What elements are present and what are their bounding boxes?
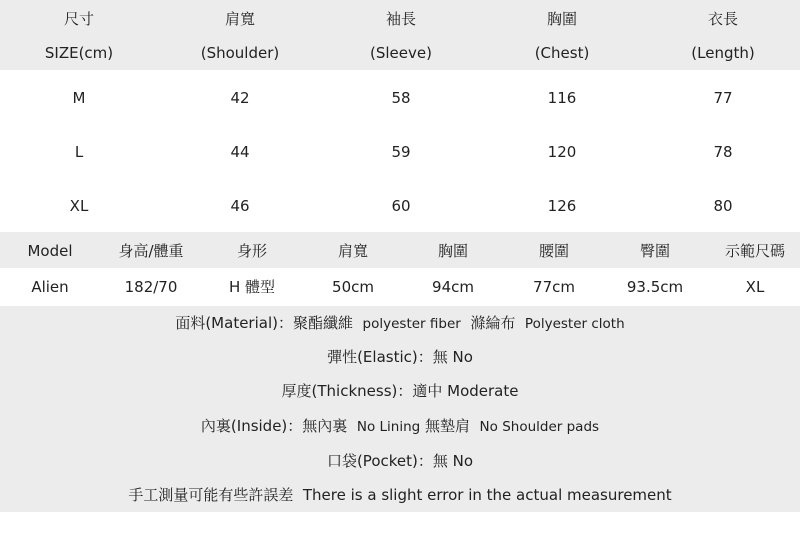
chest-cell: 126	[547, 197, 577, 215]
demo-size-value: XL	[745, 278, 765, 296]
inside-zh2: 無墊肩	[424, 417, 470, 435]
length-cell: 77	[713, 89, 733, 107]
model-header: Model	[27, 242, 73, 260]
hip-value: 93.5cm	[626, 278, 684, 296]
hip-header: 臀圍	[639, 242, 671, 260]
pocket-line: 口袋(Pocket)：無 No	[326, 452, 474, 470]
body-type-header: 身形	[236, 242, 268, 260]
size-header-zh: 尺寸	[63, 10, 95, 28]
inside-en: No Lining	[356, 419, 421, 435]
error-en: There is a slight error in the actual measurement	[302, 486, 672, 504]
material-label: 面料(Material)：聚酯纖維	[175, 314, 353, 332]
error-zh: 手工測量可能有些許誤差	[128, 486, 294, 504]
size-cell: L	[74, 143, 84, 161]
waist-header: 腰圍	[538, 242, 570, 260]
sleeve-cell: 58	[391, 89, 411, 107]
model-name: Alien	[31, 278, 69, 296]
material-line	[0, 313, 800, 334]
material-en: polyester fiber	[362, 316, 461, 332]
sleeve-cell: 59	[391, 143, 411, 161]
height-weight-header: 身高/體重	[118, 242, 184, 260]
size-cell: XL	[69, 197, 89, 215]
shoulder-cell: 46	[230, 197, 250, 215]
sleeve-header-en: (Sleeve)	[370, 44, 432, 62]
length-header-zh: 衣長	[707, 10, 739, 28]
shoulder-header-en: (Shoulder)	[200, 44, 280, 62]
demo-size-header: 示範尺碼	[724, 242, 786, 260]
model-table-header	[0, 232, 800, 268]
length-cell: 80	[713, 197, 733, 215]
length-cell: 78	[713, 143, 733, 161]
inside-en2: No Shoulder pads	[479, 419, 600, 435]
model-table-row	[0, 268, 800, 306]
measurement-error-line	[0, 485, 800, 505]
inside-line	[0, 416, 800, 437]
length-header-en: (Length)	[691, 44, 755, 62]
shoulder-header-zh: 肩寬	[224, 10, 256, 28]
shoulder-value: 50cm	[332, 278, 374, 296]
size-table-body	[0, 70, 800, 232]
elastic-line: 彈性(Elastic)：無 No	[327, 348, 473, 366]
material-en2: Polyester cloth	[524, 316, 625, 332]
thickness-line: 厚度(Thickness)：適中 Moderate	[281, 382, 519, 400]
chest-header-en: (Chest)	[534, 44, 590, 62]
product-notes	[0, 306, 800, 512]
material-zh2: 滌綸布	[470, 314, 516, 332]
height-weight-value: 182/70	[124, 278, 178, 296]
inside-label: 內裏(Inside)：無內裏	[200, 417, 348, 435]
waist-value: 77cm	[533, 278, 575, 296]
chest-cell: 120	[547, 143, 577, 161]
size-cell: M	[72, 89, 86, 107]
sleeve-cell: 60	[391, 197, 411, 215]
shoulder-cell: 44	[230, 143, 250, 161]
size-table-header	[0, 0, 800, 70]
chest-cell: 116	[547, 89, 577, 107]
shoulder-header: 肩寬	[337, 242, 369, 260]
chest-header-zh: 胸圍	[546, 10, 578, 28]
chest-header: 胸圍	[437, 242, 469, 260]
size-header-en: SIZE(cm)	[44, 44, 114, 62]
body-type-value: H 體型	[228, 278, 276, 296]
chest-value: 94cm	[432, 278, 474, 296]
shoulder-cell: 42	[230, 89, 250, 107]
sleeve-header-zh: 袖長	[385, 10, 417, 28]
